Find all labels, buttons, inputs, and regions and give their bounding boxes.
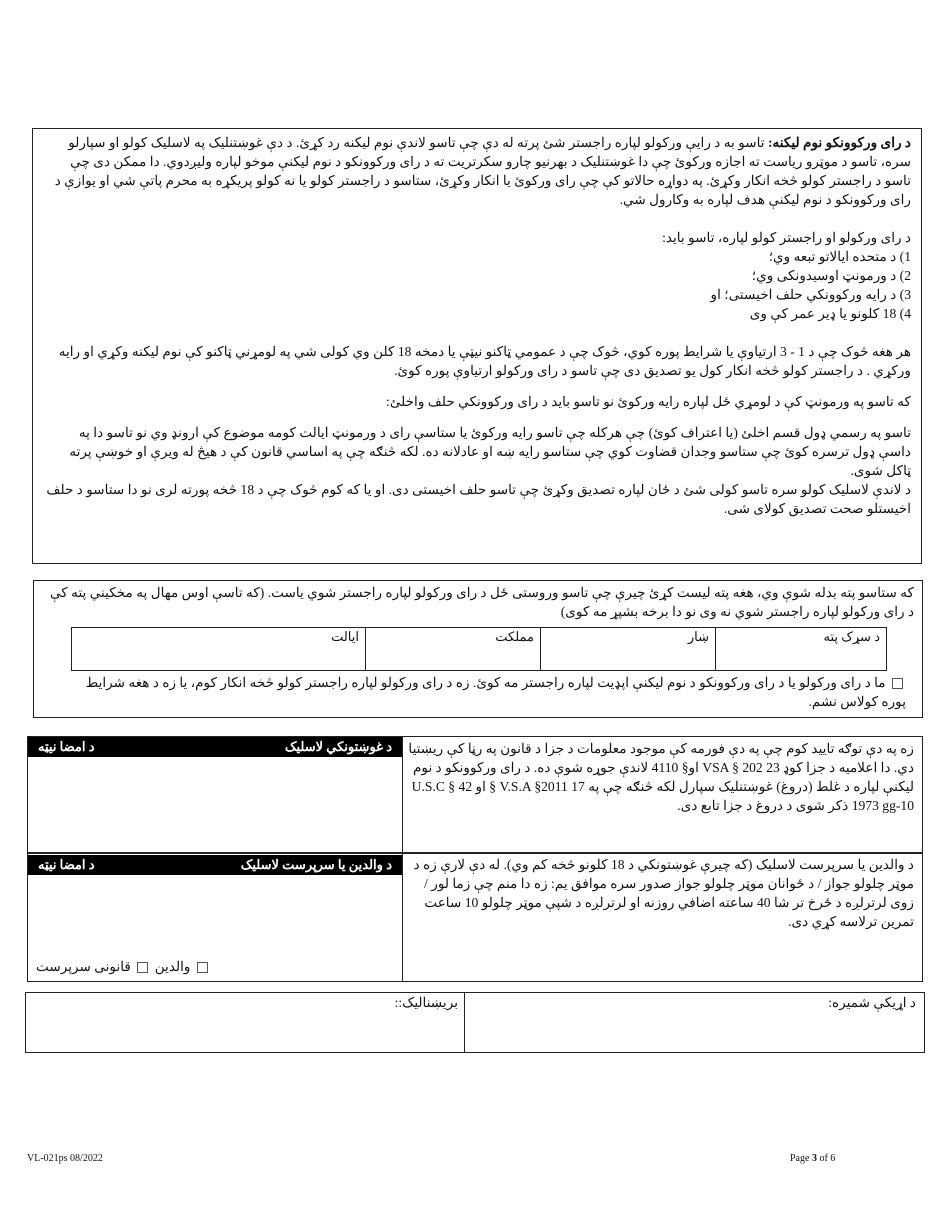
guardian-checkbox[interactable]	[137, 962, 148, 973]
parent-signature-header	[28, 855, 402, 875]
state-label: ایالت	[331, 629, 359, 644]
parent-option-label: والدین	[154, 959, 191, 974]
applicant-signature-label: د غوښتونکي لاسلیک	[284, 739, 392, 754]
parent-consent-statement: د والدین یا سرپرست لاسلیک (که چیرې غوښتونکي د 18 کلونو څخه کم وي). له دې لارې زه د موټر چلولو جواز / د ځوانان موټر چلولو جواز صدور سره موافق یم: زه دا منم چې زما لور / زوی لرترلږه د ځرخ تر شا 40 ساعته اضافي روزنه او لرترلږه د شپې موټر چلولو 10 ساعت تمرین ترلاسه کړي دی.	[413, 857, 914, 929]
voter-section-title: د رای ورکوونکو نوم لیکنه:	[767, 135, 911, 150]
address-intro: که ستاسو پته بدله شوې وي، هغه پته لیست کړئ چیرې چې تاسو وروستی ځل د رای ورکولو لپاره راجستر شوي یاست. (که تاسې اوس مهال په مخکیني پته کې د رای ورکولو لپاره راجستر شوي نه وی نو دا برخه بشپړ مه کوی)	[49, 585, 914, 619]
column-divider	[402, 737, 403, 853]
voter-registration-section	[32, 128, 922, 564]
previous-address-table	[71, 627, 887, 671]
page-number	[790, 1153, 835, 1164]
email-label: بریښنالیک::	[394, 995, 458, 1010]
requirement-item: 2) د ورمونټ اوسیدونکی وي؛	[751, 268, 911, 283]
column-divider	[402, 853, 403, 981]
page-prefix: Page	[790, 1153, 812, 1164]
page-suffix: of 6	[816, 1153, 836, 1164]
country-label: مملکت	[495, 629, 534, 644]
applicant-signature-section	[27, 736, 923, 854]
parent-signature-section	[27, 852, 923, 982]
country-field[interactable]	[366, 628, 541, 671]
signature-note: د لاندې لاسلیک کولو سره تاسو کولی شئ د ځان لپاره تصدیق وکړئ چې تاسو حلف اخیستی دی. او یا که کوم څوک چې د 18 څخه پورته لری نو دا ستاسو د حلف اخیستلو صحت تصدیق کولای شی.	[46, 482, 911, 516]
parent-signature-field[interactable]	[28, 875, 402, 955]
form-code: VL-021ps 08/2022	[27, 1153, 103, 1164]
decline-registration-text: ما د رای ورکولو یا د رای ورکوونکو د نوم لیکنې اپډیت لپاره راجستر مه کوئ. زه د رای ورکولو لپاره راجستر کولو څخه انکار کوم، یا زه د هغه شرایط پوره کولاس نشم.	[85, 675, 906, 709]
decline-registration-checkbox[interactable]	[892, 678, 903, 689]
applicant-signature-header	[28, 737, 402, 757]
guardian-option-label: قانونی سرپرست	[36, 959, 131, 974]
parent-checkbox[interactable]	[197, 962, 208, 973]
parent-date-label: د امضا نیټه	[38, 857, 95, 872]
requirements-title: د رای ورکولو او راجستر کولو لپاره، تاسو باید:	[662, 230, 911, 245]
applicant-date-label: د امضا نیټه	[38, 739, 95, 754]
perjury-statement: زه په دې توګه تایید کوم چې په دې فورمه کې موجود معلومات د جزا د قانون په رڼا کې ریښتیا دي. دا اعلامیه د جزا کوډ 23 VSA § 202 او§ 4110 لاندې جوړه شوې ده. د رای ورکوونکو د نوم لیکنې لپاره د غلط (دروغ) غوښتنلیک سپارل لکه څنګه چې په 17 V.S.A §2011 § او 42 U.S.C § 1973 gg-10 ذکر شوی د دروغ د جزا تابع دی.	[408, 741, 914, 813]
city-field[interactable]	[541, 628, 716, 671]
street-address-label: د سړک پته	[823, 629, 880, 644]
phone-number-field[interactable]	[486, 995, 916, 1011]
relationship-options	[36, 959, 236, 975]
oath-text: تاسو په رسمي ډول قسم اخلئ (یا اعتراف کوئ) چې هرکله چې تاسو رایه ورکوئ یا ستاسې رای د ورمونټ ایالت کومه موضوع کې ارونډ وي نو تاسو دا په داسې ډول ترسره کوئ چې ستاسو وجدان قضاوت کوي چې ستاسو رایه ښه او عادلانه ده. لکه څنګه چې په اساسي قانون کې د هیڅ له ویرې او خوښې پرته ټاکل شوی.	[69, 425, 911, 478]
requirement-item: 3) د رایه ورکوونکي حلف اخیستی؛ او	[710, 287, 911, 302]
voter-intro-paragraph	[43, 133, 911, 209]
previous-address-section	[33, 580, 923, 718]
phone-number-label: د اړیکې شمیره:	[828, 995, 916, 1010]
page-current: 3	[811, 1153, 817, 1164]
oath-title: که تاسو په ورمونټ کې د لومړي ځل لپاره رایه ورکوئ نو تاسو باید د رای ورکوونکي حلف واخلئ:	[386, 394, 911, 409]
decline-registration-row	[70, 673, 906, 711]
street-address-field[interactable]	[716, 628, 887, 671]
parent-signature-label: د والدین یا سرپرست لاسلیک	[240, 857, 392, 872]
requirement-item: 4) 18 کلونو یا ډیر عمر کې وی	[749, 306, 911, 321]
applicant-signature-field[interactable]	[28, 757, 402, 853]
requirement-item: 1) د متحده ایالاتو تبعه وي؛	[768, 249, 911, 264]
contact-section	[25, 992, 925, 1053]
city-label: ښار	[687, 629, 709, 644]
voter-intro-text: تاسو به د رایې ورکولو لپاره راجستر شئ پرته له دې چې تاسو لاندې نوم لیکنه رد کړئ. د دې غوښتنلیک په لاسلیک کولو او سپارلو سره، تاسو د موټرو ریاست ته اجازه ورکوئ چې دا غوښتنلیک د بهرنیو چارو سکرتریت ته د رای ورکوونکو د نوم لیکنې موخو لپاره ولیږدوي. دا ممکن دی چې تاسو د راجستر کولو څخه انکار وکړئ. په دواړه حالاتو کې چې رای ورکوئ یا انکار وکړئ، ستاسو د راجستر کولو یا نه کولو پریکړه به محرم پاتې شي او یوازې د رای ورکوونکو د نوم لیکنې هدف لپاره به وکارول شي.	[54, 135, 911, 207]
column-divider	[464, 993, 465, 1052]
email-field[interactable]	[34, 995, 458, 1011]
state-field[interactable]	[72, 628, 366, 671]
age-note: هر هغه څوک چې د 1 - 3 ارتیاوې یا شرایط پوره کوي، څوک چې د عمومي ټاکنو نیټې یا دمخه 18 کلن وي کولی شي په لومړني ټاکنو کې نوم لیکنه وکړي او رایه ورکړي . د راجستر کولو څخه انکار کول یو تصدیق دی چې تاسو د رای ورکولو ارتیاوې پوره کوئ.	[58, 344, 911, 378]
